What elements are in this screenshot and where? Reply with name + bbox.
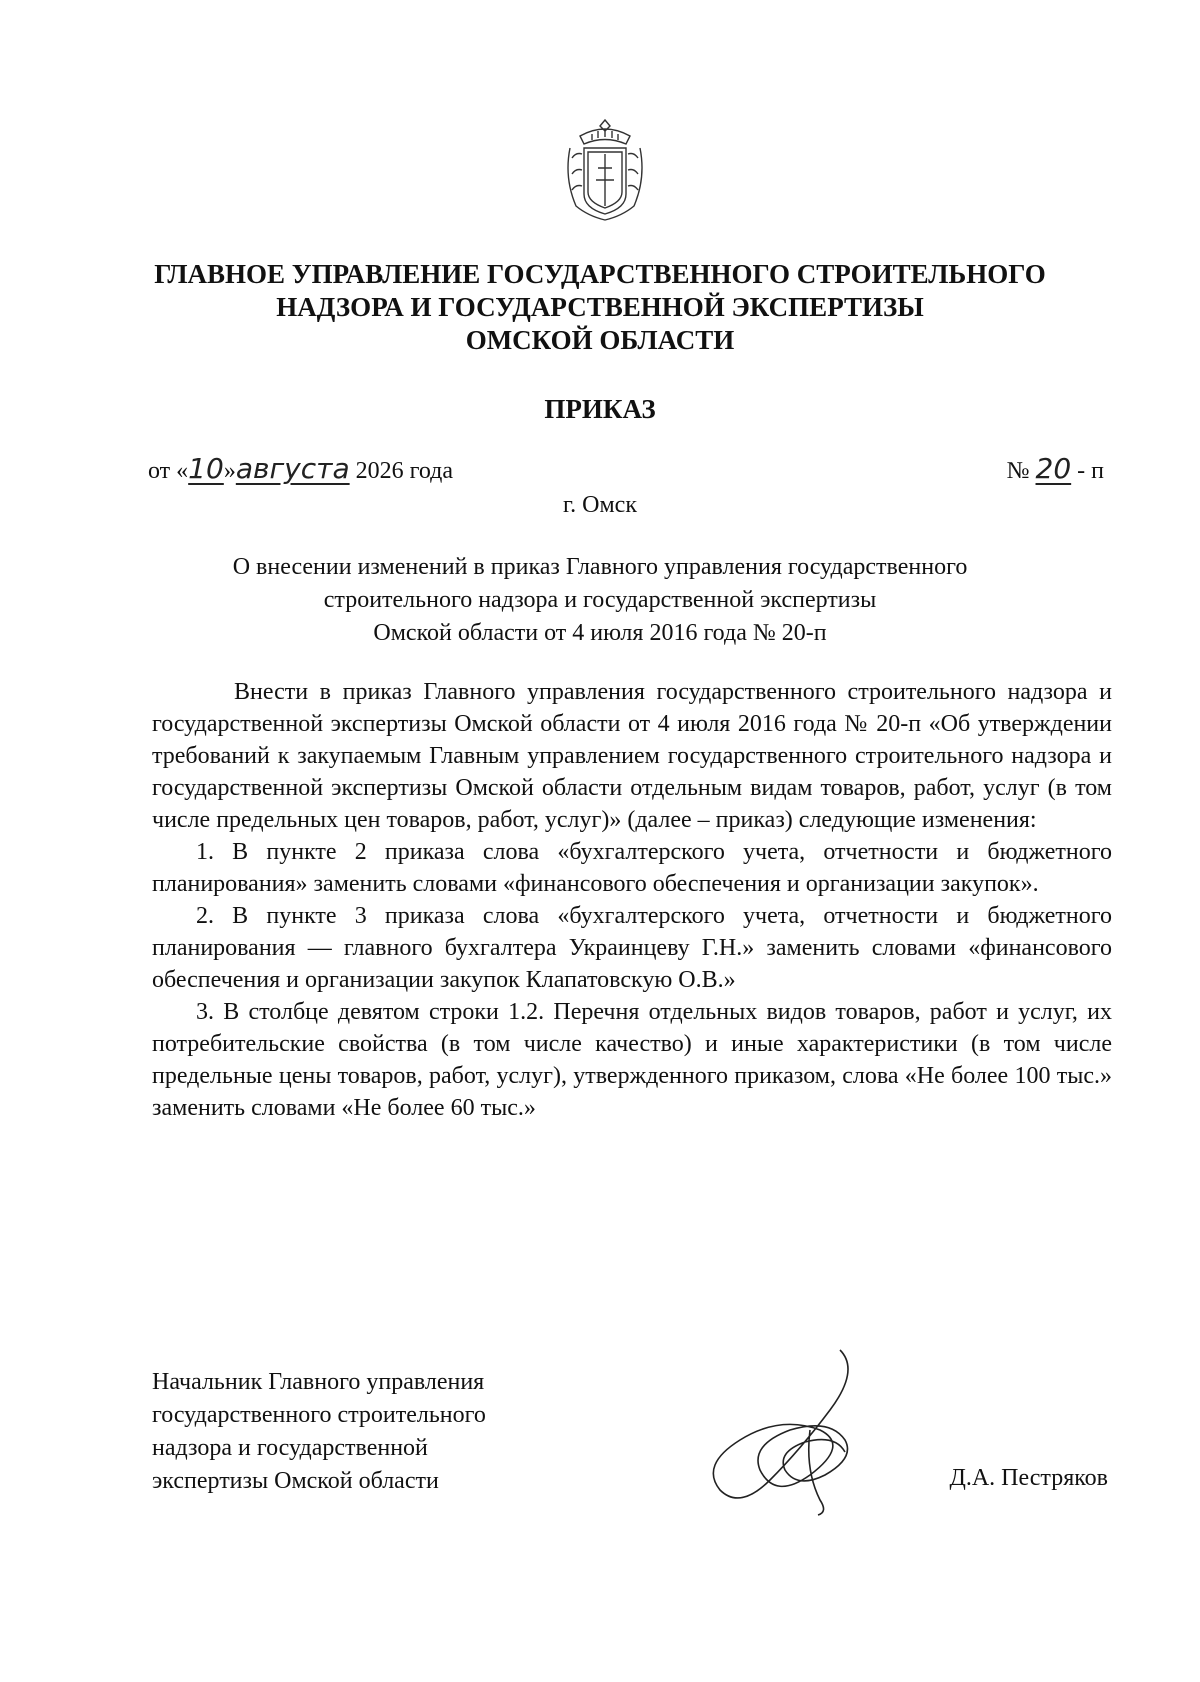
signatory-title-line-2: государственного строительного — [152, 1402, 486, 1428]
document-subject — [0, 551, 1200, 650]
subject-line-2: строительного надзора и государственной экспертизы — [323, 587, 877, 613]
document-date — [148, 452, 453, 485]
signatory-title-line-3: надзора и государственной — [152, 1435, 428, 1461]
org-line-3: ОМСКОЙ ОБЛАСТИ — [465, 325, 735, 355]
subject-line-3: Омской области от 4 июля 2016 года № 20-п — [373, 620, 827, 646]
number-suffix: - п — [1077, 458, 1104, 484]
signatory-title-line-4: экспертизы Омской области — [152, 1468, 439, 1494]
signatory-title — [152, 1366, 486, 1498]
coat-of-arms-icon — [562, 114, 648, 226]
organization-name — [0, 258, 1200, 357]
signer-name: Д.А. Пестряков — [949, 1465, 1108, 1491]
document-number — [1007, 452, 1104, 485]
org-line-2: НАДЗОРА И ГОСУДАРСТВЕННОЙ ЭКСПЕРТИЗЫ — [276, 292, 924, 322]
handwritten-signature — [690, 1340, 890, 1520]
date-prefix: от « — [148, 458, 189, 484]
date-month: августа — [235, 452, 350, 485]
number-value: 20 — [1035, 452, 1072, 485]
body-item-2: 2. В пункте 3 приказа слова «бухгалтерского учета, отчетности и бюджетного планирования — главного бухгалтера Украинцеву Г.Н.» заменить словами «финансового обеспечения и организации закупок Клапатовскую О.В.» — [152, 903, 1112, 993]
body-item-3: 3. В столбце девятом строки 1.2. Перечня отдельных видов товаров, работ и услуг, их потребительские свойства (в том числе качество) и иные характеристики (в том числе предельные цены товаров, работ, услуг), утвержденного приказом, слова «Не более 100 тыс.» заменить словами «Не более 60 тыс.» — [152, 999, 1112, 1121]
signatory-title-line-1: Начальник Главного управления — [152, 1369, 485, 1395]
document-body — [152, 676, 1112, 1124]
document-type: ПРИКАЗ — [544, 394, 656, 424]
number-prefix: № — [1006, 458, 1030, 484]
org-line-1: ГЛАВНОЕ УПРАВЛЕНИЕ ГОСУДАРСТВЕННОГО СТРОИТЕЛЬНОГО — [154, 259, 1046, 289]
document-city: г. Омск — [563, 492, 637, 518]
body-item-1: 1. В пункте 2 приказа слова «бухгалтерского учета, отчетности и бюджетного планирования» заменить словами «финансового обеспечения и организации закупок». — [152, 839, 1112, 897]
subject-line-1: О внесении изменений в приказ Главного управления государственного — [232, 554, 968, 580]
body-intro-paragraph: Внести в приказ Главного управления государственного строительного надзора и государственной экспертизы Омской области от 4 июля 2016 года № 20-п «Об утверждении требований к закупаемым Главным управлением государственного строительного надзора и государственной экспертизы Омской области отдельным видам товаров, работ, услуг (в том числе предельных цен товаров, работ, услуг)» (далее – приказ) следующие изменения: — [152, 679, 1112, 833]
date-suffix: 2026 года — [355, 458, 454, 484]
date-day: 10 — [188, 452, 224, 485]
date-mid: » — [223, 458, 236, 484]
